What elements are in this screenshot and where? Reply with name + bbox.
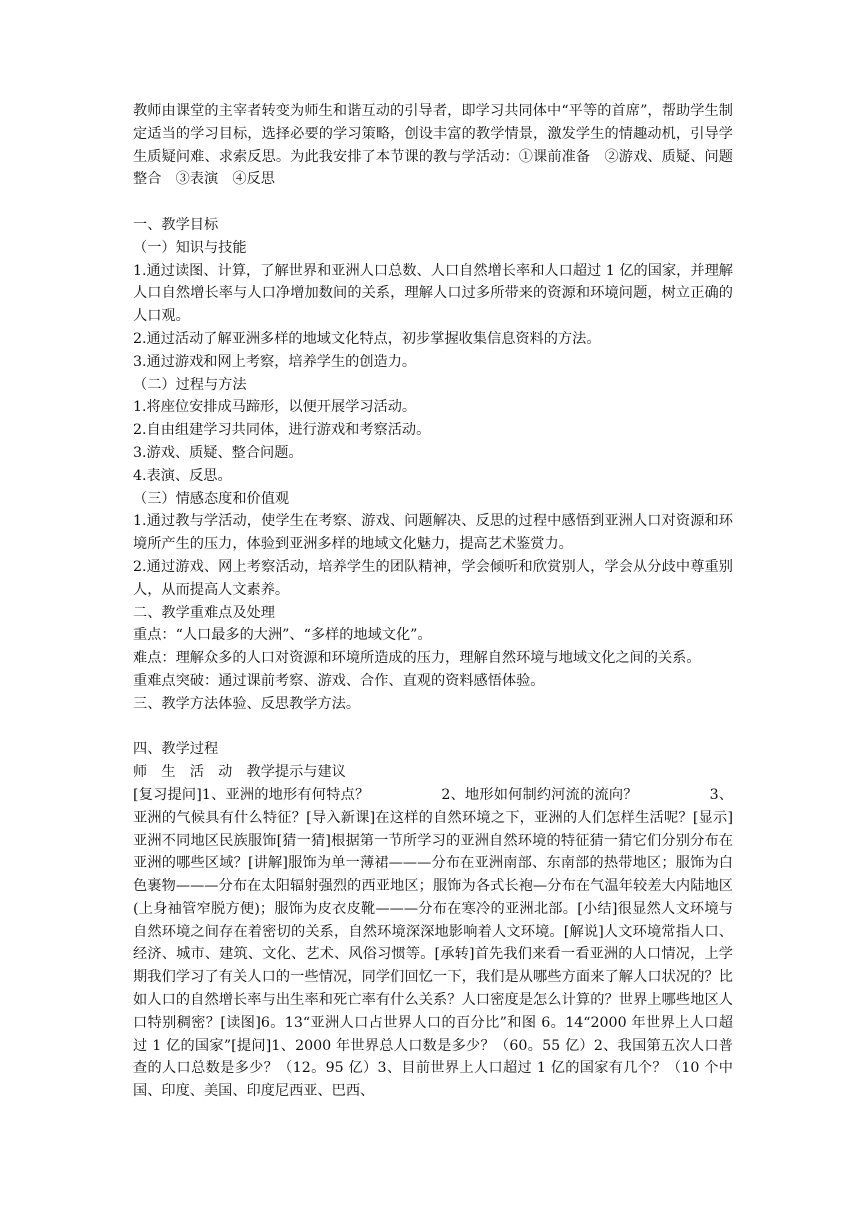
objective-item: 3.通过游戏和网上考察，培养学生的创造力。: [133, 353, 417, 370]
subsection-3-title: （三）情感态度和价值观: [133, 490, 290, 507]
document-body: [133, 100, 733, 1103]
process-body: [复习提问]1、亚洲的地形有何特点？ 2、地形如何制约河流的流向？ 3、亚洲的气候具有什么特征？[导入新课]在这样的自然环境之下，亚洲的人们怎样生活呢？[显示]亚洲不同地区民族服饰[猜一猜]根据第一节所学习的亚洲自然环境的特征猜一猜它们分别分布在亚洲的哪些区域？[讲解]服饰为单一薄裙———分布在亚洲南部、东南部的热带地区；服饰为白色裹物———分布在太阳辐射强烈的西亚地区；服饰为各式长袍—分布在气温年较差大内陆地区(上身袖管窄脱方便)；服饰为皮衣皮靴———分布在寒冷的亚洲北部。[小结]很显然人文环境与自然环境之间存在着密切的关系，自然环境深深地影响着人文环境。[解说]人文环境常指人口、经济、城市、建筑、文化、艺术、风俗习惯等。[承转]首先我们来看一看亚洲的人口情况，上学期我们学习了有关人口的一些情况，同学们回忆一下，我们是从哪些方面来了解人口状况的？比如人口的自然增长率与出生率和死亡率有什么关系？人口密度是怎么计算的？世界上哪些地区人口特别稠密？[读图]6。13“亚洲人口占世界人口的百分比”和图 6。14“2000 年世界上人口超过 1 亿的国家”[提问]1、2000 年世界总人口数是多少？（60。55 亿）2、我国第五次人口普查的人口总数是多少？（12。95 亿）3、目前世界上人口超过 1 亿的国家有几个？（10 个中国、印度、美国、印度尼西亚、巴西、: [133, 786, 733, 1100]
blank-line: [133, 716, 733, 739]
method-item: 4.表演、反思。: [133, 467, 232, 484]
difficult-point: 难点：理解众多的人口对资源和环境所造成的压力，理解自然环境与地域文化之间的关系。: [133, 650, 701, 667]
attitude-item: 1.通过教与学活动，使学生在考察、游戏、问题解决、反思的过程中感悟到亚洲人口对资源和环境所产生的压力，体验到亚洲多样的地域文化魅力，提高艺术鉴赏力。: [133, 513, 733, 553]
objective-item: 1.通过读图、计算，了解世界和亚洲人口总数、人口自然增长率和人口超过 1 亿的国家，并理解人口自然增长率与人口净增加数间的关系，理解人口过多所带来的资源和环境问题，树立正确的人口观。: [133, 262, 733, 325]
section-4-title: 四、教学过程: [133, 741, 219, 758]
method-item: 3.游戏、质疑、整合问题。: [133, 444, 303, 461]
section-1-title: 一、教学目标: [133, 216, 219, 233]
subsection-1-title: （一）知识与技能: [133, 239, 247, 256]
intro-paragraph: 教师由课堂的主宰者转变为师生和谐互动的引导者，即学习共同体中“平等的首席”，帮助学生制定适当的学习目标，选择必要的学习策略，创设丰富的教学情景，激发学生的情趣动机，引导学生质疑问难、求索反思。为此我安排了本节课的教与学活动：①课前准备 ②游戏、质疑、问题整合 ③表演 ④反思: [133, 103, 733, 188]
section-2-title: 二、教学重难点及处理: [133, 604, 275, 621]
method-item: 1.将座位安排成马蹄形，以便开展学习活动。: [133, 399, 417, 416]
section-3-title: 三、教学方法体验、反思教学方法。: [133, 695, 361, 712]
subsection-2-title: （二）过程与方法: [133, 376, 247, 393]
key-point: 重点：“人口最多的大洲”、“多样的地域文化”。: [133, 627, 432, 644]
method-item: 2.自由组建学习共同体，进行游戏和考察活动。: [133, 422, 431, 439]
blank-line: [133, 191, 733, 214]
column-headers: 师 生 活 动 教学提示与建议: [133, 764, 346, 781]
objective-item: 2.通过活动了解亚洲多样的地域文化特点，初步掌握收集信息资料的方法。: [133, 330, 601, 347]
attitude-item: 2.通过游戏、网上考察活动，培养学生的团队精神，学会倾听和欣赏别人，学会从分歧中尊重别人，从而提高人文素养。: [133, 558, 733, 598]
breakthrough-point: 重难点突破：通过课前考察、游戏、合作、直观的资料感悟体验。: [133, 672, 545, 689]
